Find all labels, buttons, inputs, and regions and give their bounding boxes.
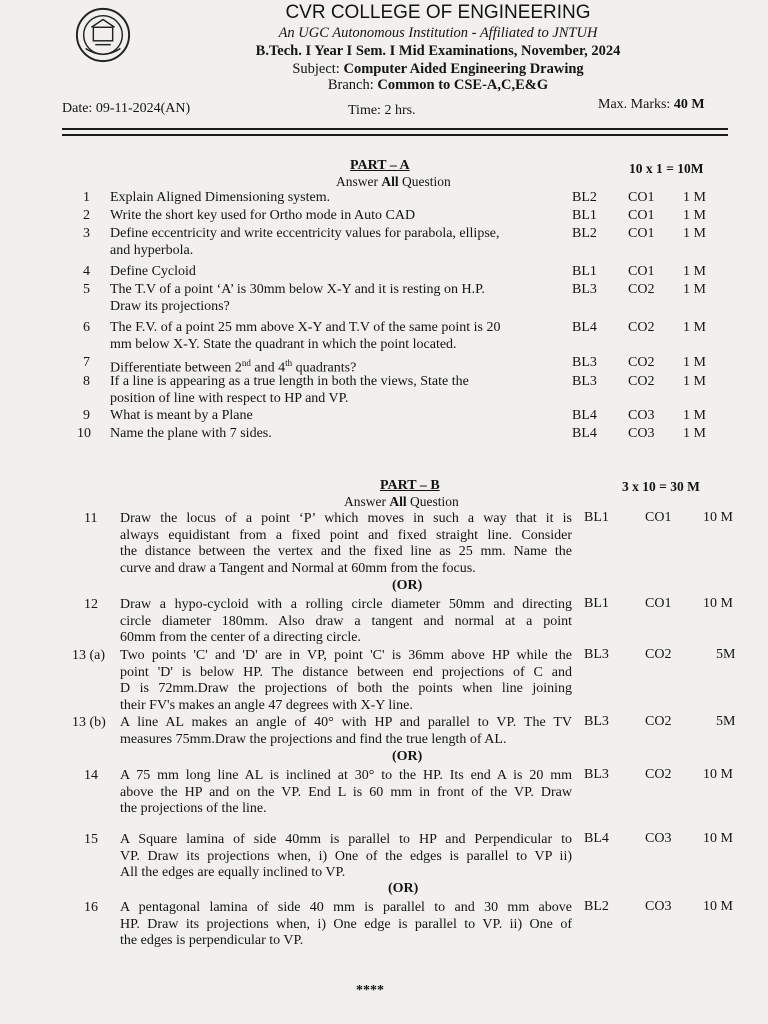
question-number: 12 [84, 597, 98, 612]
part-b-instruction-all: All [389, 494, 407, 509]
question-number: 6 [83, 320, 90, 335]
question-text-line: circle diameter 180mm. Also draw a tangent and normal at a point [120, 613, 572, 629]
question-bloom-level: BL3 [572, 374, 597, 389]
question-number: 1 [83, 190, 90, 205]
question-bloom-level: BL1 [572, 208, 597, 223]
max-marks [598, 97, 705, 113]
question-bloom-level: BL1 [584, 510, 609, 525]
end-stars: **** [356, 983, 384, 998]
question-text [120, 832, 572, 882]
question-number: 2 [83, 208, 90, 223]
question-text-line: Draw its projections? [110, 298, 230, 314]
question-text-line: A 75 mm long line AL is inclined at 30° to the HP. Its end A is 20 mm [120, 768, 572, 783]
part-a-title: PART – A [350, 158, 410, 173]
question-text-line: A line AL makes an angle of 40° with HP and parallel to VP. The TV [120, 715, 572, 730]
question-marks: 1 M [683, 426, 706, 441]
question-text-line: Name the plane with 7 sides. [110, 426, 272, 441]
question-text-line: A pentagonal lamina of side 40 mm is parallel to and 30 mm above [120, 900, 572, 915]
exam-time: Time: 2 hrs. [348, 103, 416, 118]
or-separator-1: (OR) [392, 578, 423, 593]
part-b-instruction-suffix: Question [406, 494, 459, 509]
question-bloom-level: BL3 [584, 767, 609, 782]
question-marks: 1 M [683, 374, 706, 389]
question-course-outcome: CO2 [645, 714, 672, 729]
question-text [110, 190, 560, 207]
question-text-line: HP. Draw its projections when, i) One edge is parallel to VP. ii) One of [120, 916, 572, 932]
question-text-line: their FV's makes an angle 47 degrees with X-Y line. [120, 697, 413, 713]
question-marks: 1 M [683, 208, 706, 223]
question-course-outcome: CO2 [645, 767, 672, 782]
question-course-outcome: CO2 [628, 374, 655, 389]
question-number: 13 (a) [72, 648, 106, 663]
question-text-line: D is 72mm.Draw the projections of both the points when line joining [120, 681, 572, 696]
question-number: 11 [84, 511, 98, 526]
question-bloom-level: BL2 [572, 226, 597, 241]
question-text [120, 715, 572, 748]
question-bloom-level: BL4 [572, 320, 597, 335]
part-b-instruction-prefix: Answer [344, 494, 390, 509]
question-marks: 1 M [683, 320, 706, 335]
question-text-line: A Square lamina of side 40mm is parallel to HP and Perpendicular to [120, 832, 572, 847]
question-bloom-level: BL4 [572, 408, 597, 423]
question-bloom-level: BL4 [584, 831, 609, 846]
question-course-outcome: CO3 [628, 426, 655, 441]
exam-date: Date: 09-11-2024(AN) [62, 101, 191, 116]
subject-line [0, 61, 768, 78]
part-b-instruction [344, 494, 459, 510]
question-marks: 10 M [703, 596, 733, 611]
question-text [110, 408, 560, 425]
question-text-line: The F.V. of a point 25 mm above X-Y and T.V of the same point is 20 [110, 320, 501, 335]
question-text-line: mm below X-Y. State the quadrant in which the point located. [110, 336, 457, 352]
question-text [110, 264, 560, 281]
question-text-line: VP. Draw its projections when, i) One of the edges is parallel to VP ii) [120, 848, 572, 864]
question-number: 9 [83, 408, 90, 423]
or-separator-3: (OR) [388, 881, 419, 896]
question-course-outcome: CO2 [645, 647, 672, 662]
max-marks-value: 40 M [673, 97, 705, 112]
question-number: 7 [83, 355, 90, 370]
question-course-outcome: CO1 [645, 596, 672, 611]
question-course-outcome: CO1 [645, 510, 672, 525]
question-bloom-level: BL1 [584, 596, 609, 611]
question-number: 16 [84, 900, 98, 915]
question-course-outcome: CO3 [645, 831, 672, 846]
question-text [120, 768, 572, 818]
question-text-line: measures 75mm.Draw the projections and find the true length of AL. [120, 731, 507, 747]
question-text-line: Draw a hypo-cycloid with a rolling circle diameter 50mm and directing [120, 597, 572, 612]
question-text-line: and hyperbola. [110, 242, 194, 258]
question-text [110, 282, 560, 315]
question-course-outcome: CO1 [628, 264, 655, 279]
question-text-line: What is meant by a Plane [110, 408, 253, 423]
question-marks: 1 M [683, 355, 706, 370]
max-marks-label: Max. Marks: [598, 97, 674, 112]
question-course-outcome: CO2 [628, 320, 655, 335]
question-bloom-level: BL3 [572, 355, 597, 370]
branch-name: Common to CSE-A,C,E&G [377, 77, 549, 93]
question-bloom-level: BL3 [584, 647, 609, 662]
part-a-marks: 10 x 1 = 10M [629, 161, 704, 176]
part-a-instruction-suffix: Question [398, 174, 451, 189]
question-marks: 1 M [683, 282, 706, 297]
question-text-line: Differentiate between 2nd and 4th quadrants? [110, 358, 357, 376]
question-course-outcome: CO2 [628, 355, 655, 370]
question-marks: 10 M [703, 831, 733, 846]
question-course-outcome: CO2 [628, 282, 655, 297]
question-number: 13 (b) [72, 715, 106, 730]
part-a-instruction-prefix: Answer [336, 174, 382, 189]
question-bloom-level: BL3 [584, 714, 609, 729]
question-bloom-level: BL3 [572, 282, 597, 297]
question-marks: 10 M [703, 767, 733, 782]
question-number: 3 [83, 226, 90, 241]
part-b-marks: 3 x 10 = 30 M [622, 479, 700, 494]
header-rule-top [62, 128, 728, 130]
question-number: 5 [83, 282, 90, 297]
part-a-instruction-all: All [381, 174, 399, 189]
question-text [120, 900, 572, 950]
question-course-outcome: CO1 [628, 208, 655, 223]
header-rule-bottom [62, 134, 728, 136]
question-text-line: always equidistant from a fixed point and fixed straight line. Consider [120, 527, 572, 543]
question-text-line: curve and draw a Tangent and Normal at 60mm from the focus. [120, 560, 476, 576]
branch-line [0, 77, 768, 94]
question-text-line: position of line with respect to HP and VP. [110, 390, 349, 406]
question-text [110, 226, 560, 259]
question-text-line: Define eccentricity and write eccentricity values for parabola, ellipse, [110, 226, 500, 241]
question-marks: 5M [716, 647, 736, 662]
question-text [110, 426, 560, 443]
question-marks: 10 M [703, 899, 733, 914]
affiliation: An UGC Autonomous Institution - Affiliated to JNTUH [278, 25, 598, 41]
question-text-line: The T.V of a point ‘A’ is 30mm below X-Y and it is resting on H.P. [110, 282, 485, 297]
question-text-line: the edges is perpendicular to VP. [120, 933, 304, 948]
question-marks: 1 M [683, 190, 706, 205]
question-number: 14 [84, 768, 98, 783]
question-text-line: Write the short key used for Ortho mode in Auto CAD [110, 208, 416, 223]
question-marks: 1 M [683, 264, 706, 279]
question-text-line: Two points 'C' and 'D' are in VP, point 'C' is 36mm above HP while the [120, 648, 572, 663]
question-text-line: If a line is appearing as a true length in both the views, State the [110, 374, 469, 389]
question-text-line: the projections of the line. [120, 801, 267, 816]
question-text-line: Define Cycloid [110, 264, 196, 279]
question-course-outcome: CO1 [628, 226, 655, 241]
question-text [120, 511, 572, 577]
question-bloom-level: BL2 [584, 899, 609, 914]
question-marks: 10 M [703, 510, 733, 525]
question-text-line: 60mm from the center of a directing circle. [120, 630, 362, 645]
branch-label: Branch: [327, 77, 378, 93]
question-text [110, 374, 560, 407]
question-number: 10 [77, 426, 91, 441]
question-number: 8 [83, 374, 90, 389]
question-text-line: above the HP and on the VP. End L is 60 mm in front of the VP. Draw [120, 784, 572, 800]
question-text-line: point 'D' is below HP. The distance between end projections of C and [120, 664, 572, 680]
subject-name: Computer Aided Engineering Drawing [343, 61, 584, 77]
question-text [110, 208, 560, 225]
question-marks: 1 M [683, 408, 706, 423]
question-bloom-level: BL4 [572, 426, 597, 441]
question-marks: 5M [716, 714, 736, 729]
subject-label: Subject: [292, 61, 344, 77]
question-course-outcome: CO1 [628, 190, 655, 205]
part-b-title: PART – B [380, 478, 440, 493]
question-text [120, 648, 572, 714]
question-text [110, 320, 560, 353]
question-number: 15 [84, 832, 98, 847]
question-number: 4 [83, 264, 90, 279]
question-course-outcome: CO3 [645, 899, 672, 914]
question-text-line: Draw the locus of a point ‘P’ which moves in such a way that it is [120, 511, 572, 526]
question-text-line: All the edges are equally inclined to VP. [120, 865, 346, 880]
question-bloom-level: BL1 [572, 264, 597, 279]
question-text [120, 597, 572, 647]
question-marks: 1 M [683, 226, 706, 241]
question-text-line: Explain Aligned Dimensioning system. [110, 190, 331, 205]
part-a-instruction [336, 174, 451, 190]
question-text-line: the distance between the vertex and the fixed line as 25 mm. Name the [120, 544, 572, 559]
exam-title: B.Tech. I Year I Sem. I Mid Examinations, November, 2024 [255, 43, 621, 59]
or-separator-2: (OR) [392, 749, 423, 764]
college-name: CVR COLLEGE OF ENGINEERING [285, 2, 591, 23]
question-bloom-level: BL2 [572, 190, 597, 205]
question-course-outcome: CO3 [628, 408, 655, 423]
